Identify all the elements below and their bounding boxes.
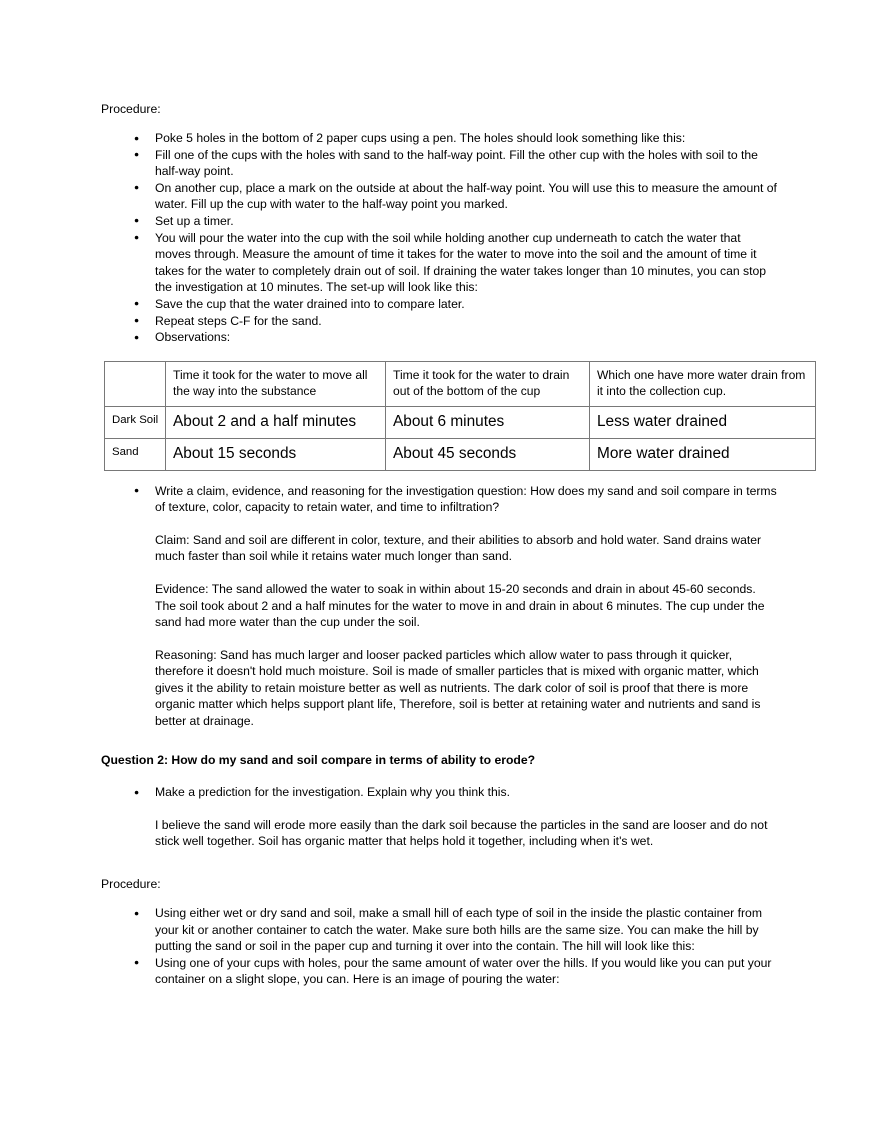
table-cell: About 6 minutes <box>386 406 590 438</box>
list-item: ● Using one of your cups with holes, pour the same amount of water over the hills. If you would like you can put your container on a slight slope, you can. Here is an image of pouring the water: <box>101 955 778 988</box>
list-item: ● Repeat steps C-F for the sand. <box>101 313 778 330</box>
procedure-2-label: Procedure: <box>101 877 161 892</box>
list-item: ● You will pour the water into the cup with the soil while holding another cup underneath to catch the water that moves through. Measure the amount of time it takes for the water to move into the soil and the amount of time it takes for the water to completely drain out of soil. If draining the water takes longer than 10 minutes, you can stop the investigation at 10 minutes. The set-up will look like this: <box>101 230 778 296</box>
observation-table-wrapper <box>104 361 806 471</box>
reasoning-paragraph: Reasoning: Sand has much larger and looser packed particles which allow water to pass through it quicker, therefore it doesn't hold much moisture. Soil is made of smaller particles that is mixed with organic matter, which gives it the ability to retain moisture better as well as nutrients. The dark color of soil is proof that there is more organic matter which helps support plant life, Therefore, soil is better at retaining water and nutrients and sand is better at drainage. <box>155 647 761 729</box>
list-item: ● Write a claim, evidence, and reasoning for the investigation question: How does my sand and soil compare in terms of texture, color, capacity to retain water, and time to infiltration? <box>101 483 778 516</box>
table-header-row <box>105 361 816 406</box>
list-item: ● Make a prediction for the investigation. Explain why you think this. <box>101 784 778 801</box>
table-cell: Less water drained <box>590 406 816 438</box>
table-row <box>105 438 816 470</box>
table-header-infiltration-time: Time it took for the water to move all the way into the substance <box>166 361 386 406</box>
question-2-heading: Question 2: How do my sand and soil compare in terms of ability to erode? <box>101 752 536 767</box>
question-2-list <box>101 784 778 801</box>
list-item: ● Observations: <box>101 329 778 346</box>
cer-list <box>101 483 778 516</box>
table-header-corner <box>105 361 166 406</box>
list-item: ● On another cup, place a mark on the outside at about the half-way point. You will use this to measure the amount of water. Fill up the cup with water to the half-way point you marked. <box>101 180 778 213</box>
list-item: ● Save the cup that the water drained into to compare later. <box>101 296 778 313</box>
document-content <box>101 101 806 988</box>
table-header-more-water: Which one have more water drain from it into the collection cup. <box>590 361 816 406</box>
list-item: ● Poke 5 holes in the bottom of 2 paper cups using a pen. The holes should look something like this: <box>101 130 778 147</box>
claim-paragraph: Claim: Sand and soil are different in color, texture, and their abilities to absorb and hold water. Sand drains water much faster than soil while it retains water much longer than sand. <box>155 532 762 564</box>
table-row-label-dark-soil: Dark Soil <box>105 406 166 438</box>
list-item: ● Using either wet or dry sand and soil, make a small hill of each type of soil in the inside the plastic container from your kit or another container to catch the water. Make sure both hills are the same size. You can make the hill by putting the sand or soil in the paper cup and turning it over into the contain. The hill will look like this: <box>101 905 778 955</box>
procedure-1-list <box>101 130 778 346</box>
prediction-paragraph: I believe the sand will erode more easily than the dark soil because the particles in the sand are looser and do not stick well together. Soil has organic matter that helps hold it together, including when it's wet. <box>155 817 768 849</box>
procedure-2-list <box>101 905 778 988</box>
table-row-label-sand: Sand <box>105 438 166 470</box>
table-row <box>105 406 816 438</box>
table-cell: More water drained <box>590 438 816 470</box>
evidence-paragraph: Evidence: The sand allowed the water to soak in within about 15-20 seconds and drain in about 45-60 seconds. The soil took about 2 and a half minutes for the water to move in and drain in about 6 minutes. The cup under the sand had more water than the cup under the soil. <box>155 581 765 630</box>
table-cell: About 15 seconds <box>166 438 386 470</box>
table-cell: About 45 seconds <box>386 438 590 470</box>
table-cell: About 2 and a half minutes <box>166 406 386 438</box>
procedure-1-label: Procedure: <box>101 102 161 116</box>
list-item: ● Set up a timer. <box>101 213 778 230</box>
observation-table <box>104 361 816 471</box>
table-header-drain-time: Time it took for the water to drain out of the bottom of the cup <box>386 361 590 406</box>
list-item: ● Fill one of the cups with the holes with sand to the half-way point. Fill the other cup with the holes with soil to the half-way point. <box>101 147 778 180</box>
